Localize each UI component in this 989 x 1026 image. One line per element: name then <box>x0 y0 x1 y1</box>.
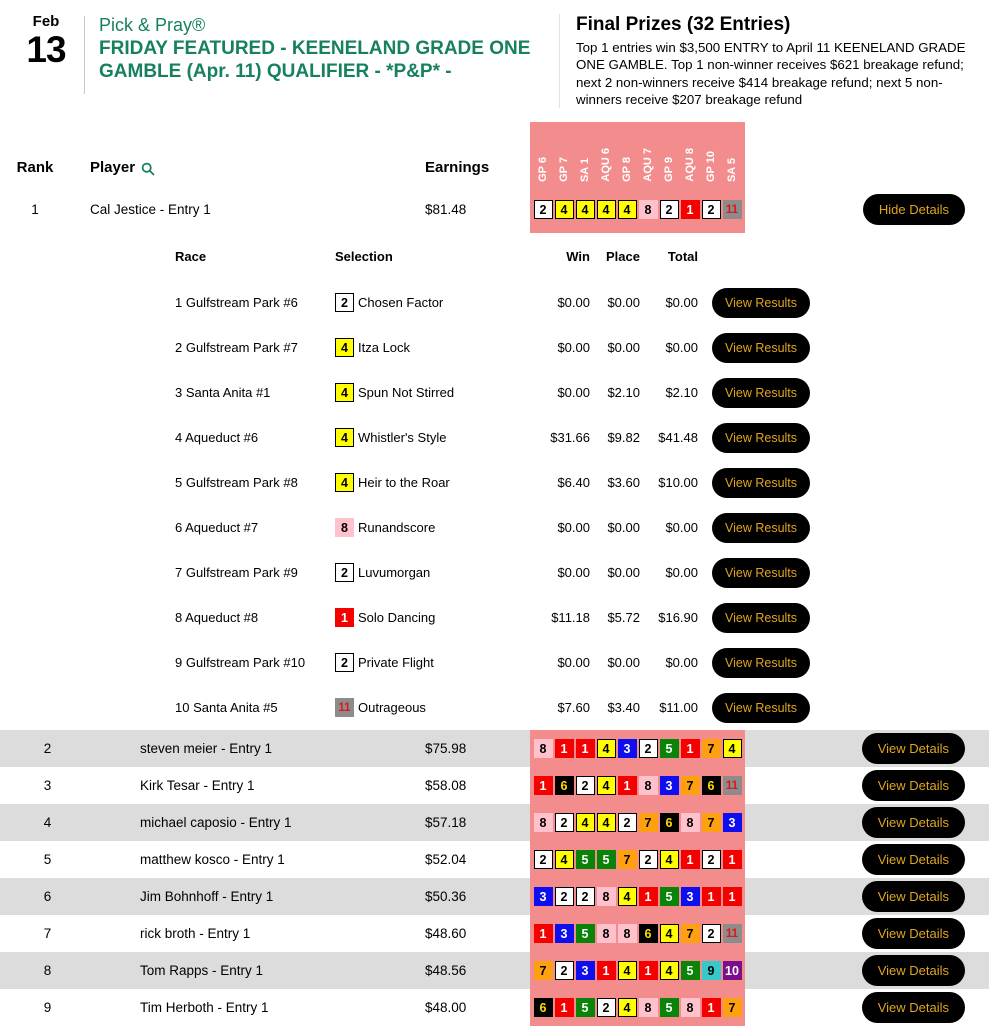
view-details-button[interactable]: View Details <box>862 918 965 949</box>
saddle-cloth-4: 4 <box>618 961 637 980</box>
view-results-button[interactable]: View Results <box>712 558 810 588</box>
saddle-cloth-6: 6 <box>660 813 679 832</box>
race-result-row <box>0 640 989 685</box>
saddle-cloth-2: 2 <box>335 653 354 672</box>
saddle-cloth-11: 11 <box>335 698 354 717</box>
win-amount: $0.00 <box>557 655 590 670</box>
details-header-row <box>0 233 989 280</box>
total-amount: $0.00 <box>665 520 698 535</box>
place-amount: $3.60 <box>607 475 640 490</box>
saddle-cloth-4: 4 <box>576 813 595 832</box>
saddle-cloth-1: 1 <box>597 961 616 980</box>
leaderboard-row-5 <box>0 841 989 878</box>
saddle-cloth-4: 4 <box>597 739 616 758</box>
saddle-cloth-4: 4 <box>576 200 595 219</box>
view-details-button[interactable]: View Details <box>862 881 965 912</box>
saddle-cloth-7: 7 <box>681 924 700 943</box>
saddle-cloth-8: 8 <box>618 924 637 943</box>
race-label: 4 Aqueduct #6 <box>175 430 259 445</box>
saddle-cloth-7: 7 <box>639 813 658 832</box>
final-prizes-block <box>559 14 988 108</box>
saddle-cloth-2: 2 <box>576 776 595 795</box>
race-label: 1 Gulfstream Park #6 <box>175 295 298 310</box>
track-race-label: SA 5 <box>726 157 738 182</box>
saddle-cloth-4: 4 <box>597 813 616 832</box>
total-column-header: Total <box>667 249 698 264</box>
saddle-cloth-5: 5 <box>576 924 595 943</box>
saddle-cloth-1: 1 <box>681 200 700 219</box>
place-column-header: Place <box>606 249 640 264</box>
player-name: matthew kosco - Entry 1 <box>140 852 285 867</box>
saddle-cloth-5: 5 <box>597 850 616 869</box>
place-amount: $0.00 <box>607 565 640 580</box>
saddle-cloth-6: 6 <box>639 924 658 943</box>
place-amount: $3.40 <box>607 700 640 715</box>
horse-name: Whistler's Style <box>358 430 447 445</box>
saddle-cloth-8: 8 <box>639 200 658 219</box>
track-race-label: GP 10 <box>705 151 717 182</box>
player-name: steven meier - Entry 1 <box>140 741 273 756</box>
player-column-label: Player <box>90 159 136 176</box>
win-amount: $7.60 <box>557 700 590 715</box>
place-amount: $2.10 <box>607 385 640 400</box>
picks-strip <box>530 804 745 841</box>
saddle-cloth-4: 4 <box>618 200 637 219</box>
rank-value: 9 <box>43 1000 52 1015</box>
player-name: michael caposio - Entry 1 <box>140 815 292 830</box>
place-amount: $0.00 <box>607 340 640 355</box>
horse-name: Spun Not Stirred <box>358 385 455 400</box>
race-label: 2 Gulfstream Park #7 <box>175 340 298 355</box>
view-details-button[interactable]: View Details <box>862 955 965 986</box>
saddle-cloth-7: 7 <box>702 739 721 758</box>
race-label: 5 Gulfstream Park #8 <box>175 475 298 490</box>
race-result-row <box>0 370 989 415</box>
earnings-column-header: Earnings <box>425 159 490 176</box>
place-amount: $9.82 <box>607 430 640 445</box>
earnings-value: $75.98 <box>425 741 467 756</box>
saddle-cloth-4: 4 <box>335 338 354 357</box>
race-label: 10 Santa Anita #5 <box>175 700 278 715</box>
picks-strip <box>530 915 745 952</box>
track-race-label: GP 9 <box>663 157 675 182</box>
horse-name: Heir to the Roar <box>358 475 450 490</box>
saddle-cloth-2: 2 <box>555 961 574 980</box>
picks-strip <box>530 767 745 804</box>
saddle-cloth-2: 2 <box>534 850 553 869</box>
rank-value: 1 <box>31 202 39 217</box>
race-result-row <box>0 505 989 550</box>
leaderboard-row-6 <box>0 878 989 915</box>
saddle-cloth-8: 8 <box>639 776 658 795</box>
saddle-cloth-4: 4 <box>660 961 679 980</box>
saddle-cloth-1: 1 <box>723 887 742 906</box>
picks-strip <box>530 989 745 1026</box>
saddle-cloth-8: 8 <box>335 518 354 537</box>
earnings-value: $48.56 <box>425 963 467 978</box>
race-result-row <box>0 685 989 730</box>
prizes-title: Final Prizes (32 Entries) <box>576 14 791 35</box>
contest-type: Pick & Pray® <box>99 15 206 35</box>
horse-name: Luvumorgan <box>358 565 431 580</box>
saddle-cloth-8: 8 <box>681 813 700 832</box>
total-amount: $41.48 <box>658 430 698 445</box>
saddle-cloth-2: 2 <box>555 813 574 832</box>
entry-details-panel <box>0 233 989 730</box>
win-amount: $0.00 <box>557 520 590 535</box>
total-amount: $10.00 <box>658 475 698 490</box>
saddle-cloth-1: 1 <box>639 961 658 980</box>
saddle-cloth-4: 4 <box>618 998 637 1017</box>
saddle-cloth-4: 4 <box>335 473 354 492</box>
race-result-row <box>0 280 989 325</box>
saddle-cloth-5: 5 <box>576 998 595 1017</box>
track-race-label: GP 7 <box>558 157 570 182</box>
horse-name: Runandscore <box>358 520 436 535</box>
horse-name: Chosen Factor <box>358 295 444 310</box>
rank-value: 6 <box>43 889 52 904</box>
saddle-cloth-8: 8 <box>597 887 616 906</box>
saddle-cloth-7: 7 <box>534 961 553 980</box>
win-amount: $0.00 <box>557 295 590 310</box>
race-label: 7 Gulfstream Park #9 <box>175 565 298 580</box>
saddle-cloth-4: 4 <box>597 776 616 795</box>
horse-name: Solo Dancing <box>358 610 436 625</box>
player-name: Jim Bohnhoff - Entry 1 <box>140 889 274 904</box>
picks-strip <box>530 878 745 915</box>
view-details-button[interactable]: View Details <box>862 733 965 764</box>
earnings-value: $57.18 <box>425 815 467 830</box>
view-results-button[interactable]: View Results <box>712 333 810 363</box>
leaderboard-header <box>0 122 989 186</box>
saddle-cloth-5: 5 <box>660 998 679 1017</box>
saddle-cloth-6: 6 <box>555 776 574 795</box>
race-result-row <box>0 415 989 460</box>
player-name: Tim Herboth - Entry 1 <box>140 1000 269 1015</box>
saddle-cloth-8: 8 <box>681 998 700 1017</box>
player-name: rick broth - Entry 1 <box>140 926 251 941</box>
saddle-cloth-1: 1 <box>723 850 742 869</box>
race-result-row <box>0 460 989 505</box>
race-label: 3 Santa Anita #1 <box>175 385 271 400</box>
track-race-label: GP 8 <box>621 157 633 182</box>
horse-name: Private Flight <box>358 655 434 670</box>
leaderboard-row-3 <box>0 767 989 804</box>
saddle-cloth-6: 6 <box>534 998 553 1017</box>
saddle-cloth-2: 2 <box>555 887 574 906</box>
saddle-cloth-1: 1 <box>702 998 721 1017</box>
win-amount: $0.00 <box>557 565 590 580</box>
saddle-cloth-2: 2 <box>618 813 637 832</box>
track-race-label: AQU 8 <box>684 148 696 182</box>
saddle-cloth-8: 8 <box>639 998 658 1017</box>
saddle-cloth-4: 4 <box>335 383 354 402</box>
contest-title-block <box>99 14 541 108</box>
player-name: Cal Jestice - Entry 1 <box>90 202 211 217</box>
saddle-cloth-3: 3 <box>723 813 742 832</box>
rank-value: 4 <box>43 815 52 830</box>
saddle-cloth-4: 4 <box>660 924 679 943</box>
picks-strip <box>530 730 745 767</box>
win-amount: $0.00 <box>557 385 590 400</box>
view-results-button[interactable]: View Results <box>712 288 810 318</box>
view-results-button[interactable]: View Results <box>712 423 810 453</box>
date-month: Feb <box>32 13 60 30</box>
place-amount: $0.00 <box>607 295 640 310</box>
win-amount: $31.66 <box>550 430 590 445</box>
saddle-cloth-7: 7 <box>618 850 637 869</box>
race-label: 9 Gulfstream Park #10 <box>175 655 306 670</box>
total-amount: $0.00 <box>665 340 698 355</box>
saddle-cloth-1: 1 <box>335 608 354 627</box>
saddle-cloth-4: 4 <box>555 850 574 869</box>
page-header <box>0 0 989 108</box>
contest-title: FRIDAY FEATURED - KEENELAND GRADE ONE GAMBLE (Apr. 11) QUALIFIER - *P&P* - <box>99 37 531 83</box>
saddle-cloth-2: 2 <box>702 200 721 219</box>
rank-value: 8 <box>43 963 52 978</box>
selection-column-header: Selection <box>335 249 393 264</box>
player-column-header <box>70 122 425 186</box>
saddle-cloth-1: 1 <box>681 739 700 758</box>
saddle-cloth-4: 4 <box>660 850 679 869</box>
saddle-cloth-3: 3 <box>660 776 679 795</box>
rank-column-header: Rank <box>16 159 54 176</box>
saddle-cloth-2: 2 <box>534 200 553 219</box>
saddle-cloth-3: 3 <box>576 961 595 980</box>
earnings-value: $58.08 <box>425 778 467 793</box>
view-details-button[interactable]: View Details <box>862 807 965 838</box>
saddle-cloth-11: 11 <box>723 776 742 795</box>
total-amount: $16.90 <box>658 610 698 625</box>
saddle-cloth-2: 2 <box>639 739 658 758</box>
prizes-description: Top 1 entries win $3,500 ENTRY to April 11 KEENELAND GRADE ONE GAMBLE. Top 1 non-winner receives $621 breakage refund; next 2 non-winners receive $414 breakage refund; next 5 non-winners receive $207 breakage refund <box>576 40 966 107</box>
saddle-cloth-3: 3 <box>618 739 637 758</box>
total-amount: $0.00 <box>665 565 698 580</box>
saddle-cloth-2: 2 <box>335 563 354 582</box>
view-details-button[interactable]: View Details <box>862 844 965 875</box>
saddle-cloth-2: 2 <box>335 293 354 312</box>
earnings-value: $48.60 <box>425 926 467 941</box>
leaderboard-row-9 <box>0 989 989 1026</box>
rank-value: 7 <box>43 926 52 941</box>
horse-name: Outrageous <box>358 700 426 715</box>
picks-strip <box>530 952 745 989</box>
saddle-cloth-1: 1 <box>576 739 595 758</box>
view-results-button[interactable]: View Results <box>712 603 810 633</box>
saddle-cloth-1: 1 <box>681 850 700 869</box>
leaderboard-row-7 <box>0 915 989 952</box>
track-race-header <box>530 122 745 186</box>
earnings-value: $48.00 <box>425 1000 467 1015</box>
total-amount: $0.00 <box>665 295 698 310</box>
track-race-label: AQU 6 <box>600 148 612 182</box>
saddle-cloth-8: 8 <box>534 813 553 832</box>
saddle-cloth-10: 10 <box>723 961 742 980</box>
saddle-cloth-1: 1 <box>555 739 574 758</box>
win-amount: $0.00 <box>557 340 590 355</box>
saddle-cloth-8: 8 <box>534 739 553 758</box>
saddle-cloth-3: 3 <box>555 924 574 943</box>
race-label: 8 Aqueduct #8 <box>175 610 259 625</box>
saddle-cloth-9: 9 <box>702 961 721 980</box>
saddle-cloth-2: 2 <box>639 850 658 869</box>
win-amount: $11.18 <box>551 610 590 625</box>
saddle-cloth-4: 4 <box>335 428 354 447</box>
leaderboard-row-1 <box>0 186 989 233</box>
view-results-button[interactable]: View Results <box>712 648 810 678</box>
player-name: Tom Rapps - Entry 1 <box>140 963 264 978</box>
saddle-cloth-11: 11 <box>723 924 742 943</box>
view-details-button[interactable]: View Details <box>862 770 965 801</box>
place-amount: $5.72 <box>607 610 640 625</box>
race-result-row <box>0 595 989 640</box>
saddle-cloth-5: 5 <box>576 850 595 869</box>
saddle-cloth-1: 1 <box>639 887 658 906</box>
view-results-button[interactable]: View Results <box>712 693 810 723</box>
saddle-cloth-1: 1 <box>702 887 721 906</box>
rank-value: 5 <box>43 852 52 867</box>
saddle-cloth-5: 5 <box>681 961 700 980</box>
saddle-cloth-8: 8 <box>597 924 616 943</box>
total-amount: $2.10 <box>665 385 698 400</box>
saddle-cloth-2: 2 <box>702 924 721 943</box>
earnings-value: $52.04 <box>425 852 467 867</box>
hide-details-button[interactable]: Hide Details <box>863 194 965 225</box>
saddle-cloth-1: 1 <box>534 776 553 795</box>
saddle-cloth-5: 5 <box>660 887 679 906</box>
place-amount: $0.00 <box>607 520 640 535</box>
saddle-cloth-2: 2 <box>576 887 595 906</box>
win-amount: $6.40 <box>557 475 590 490</box>
earnings-value: $50.36 <box>425 889 467 904</box>
race-result-row <box>0 550 989 595</box>
leaderboard-row-4 <box>0 804 989 841</box>
date-day: 13 <box>26 28 66 70</box>
contest-date <box>20 14 72 108</box>
win-column-header: Win <box>566 249 590 264</box>
rank-value: 3 <box>43 778 52 793</box>
saddle-cloth-2: 2 <box>660 200 679 219</box>
saddle-cloth-5: 5 <box>660 739 679 758</box>
saddle-cloth-7: 7 <box>702 813 721 832</box>
leaderboard-row-8 <box>0 952 989 989</box>
saddle-cloth-3: 3 <box>534 887 553 906</box>
race-column-header: Race <box>175 249 207 264</box>
saddle-cloth-7: 7 <box>723 998 742 1017</box>
search-icon[interactable] <box>141 162 155 176</box>
saddle-cloth-4: 4 <box>555 200 574 219</box>
view-results-button[interactable]: View Results <box>712 513 810 543</box>
horse-name: Itza Lock <box>358 340 411 355</box>
saddle-cloth-6: 6 <box>702 776 721 795</box>
track-race-label: GP 6 <box>537 157 549 182</box>
saddle-cloth-2: 2 <box>702 850 721 869</box>
place-amount: $0.00 <box>607 655 640 670</box>
picks-strip <box>530 841 745 878</box>
race-label: 6 Aqueduct #7 <box>175 520 259 535</box>
rank-value: 2 <box>43 741 52 756</box>
player-name: Kirk Tesar - Entry 1 <box>140 778 255 793</box>
saddle-cloth-1: 1 <box>534 924 553 943</box>
race-result-row <box>0 325 989 370</box>
earnings-value: $81.48 <box>425 202 467 217</box>
saddle-cloth-3: 3 <box>681 887 700 906</box>
track-race-label: SA 1 <box>579 157 591 182</box>
vertical-divider <box>84 16 85 94</box>
saddle-cloth-4: 4 <box>723 739 742 758</box>
saddle-cloth-4: 4 <box>597 200 616 219</box>
view-results-button[interactable]: View Results <box>712 468 810 498</box>
view-details-button[interactable]: View Details <box>862 992 965 1023</box>
track-race-label: AQU 7 <box>642 148 654 182</box>
saddle-cloth-2: 2 <box>597 998 616 1017</box>
total-amount: $0.00 <box>665 655 698 670</box>
leaderboard-row-2 <box>0 730 989 767</box>
picks-strip <box>530 186 745 233</box>
view-results-button[interactable]: View Results <box>712 378 810 408</box>
saddle-cloth-1: 1 <box>618 776 637 795</box>
saddle-cloth-11: 11 <box>723 200 742 219</box>
saddle-cloth-4: 4 <box>618 887 637 906</box>
total-amount: $11.00 <box>659 700 698 715</box>
saddle-cloth-1: 1 <box>555 998 574 1017</box>
saddle-cloth-7: 7 <box>681 776 700 795</box>
